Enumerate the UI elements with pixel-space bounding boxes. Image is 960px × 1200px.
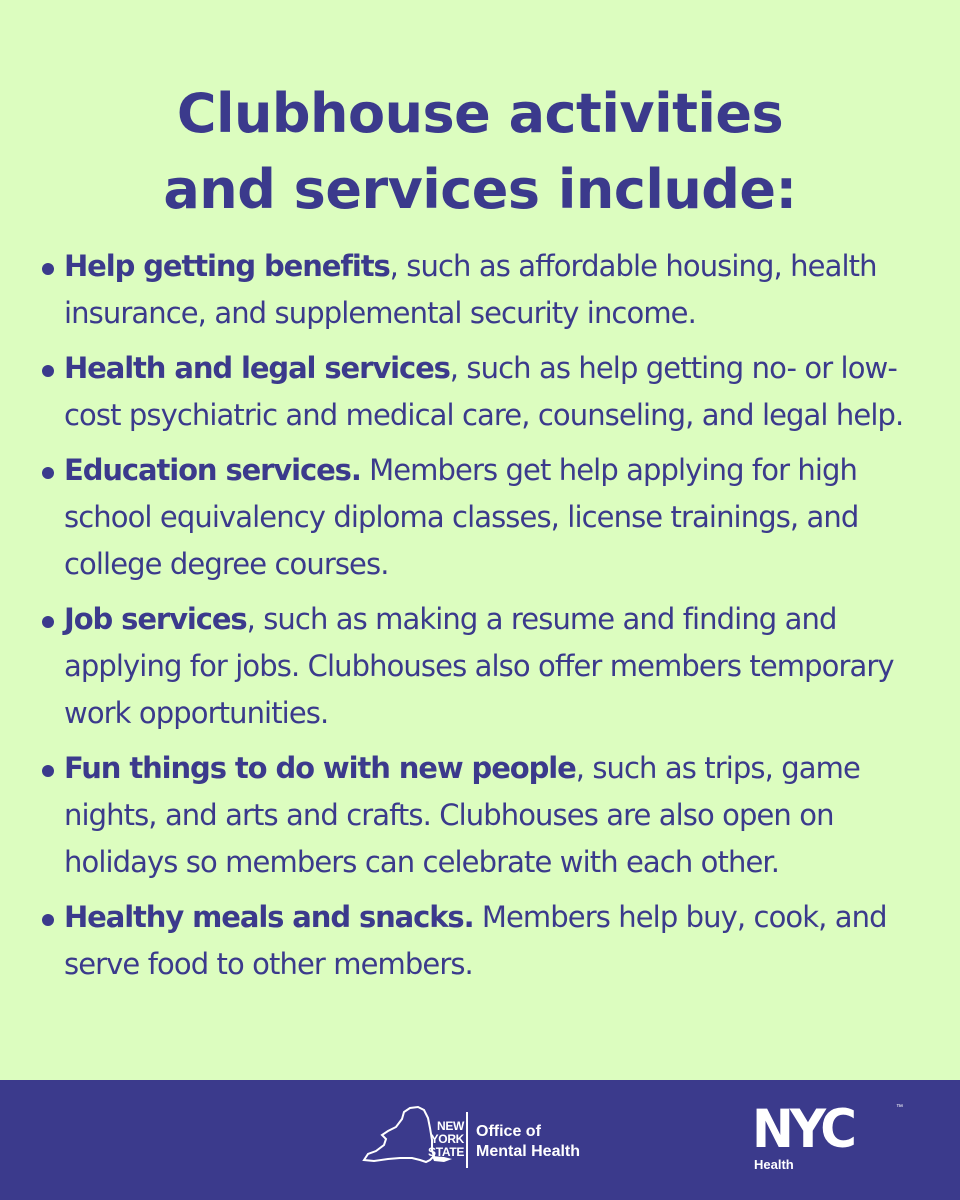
list-item-jobs bbox=[40, 596, 920, 737]
title-line-1: Clubhouse activities bbox=[176, 82, 784, 145]
logo-divider bbox=[466, 1112, 468, 1168]
bullet-icon bbox=[42, 365, 54, 377]
list-item-benefits bbox=[40, 243, 920, 337]
bullet-icon bbox=[42, 914, 54, 926]
footer-bar bbox=[0, 1080, 960, 1200]
nyc-health-logo bbox=[752, 1100, 912, 1180]
nys-wordmark: NEW YORK STATE bbox=[428, 1119, 465, 1159]
bullet-icon bbox=[42, 616, 54, 628]
item-text: , such as making a resume and finding and applying for jobs. Clubhouses also offer members temporary work opportunities. bbox=[64, 602, 894, 730]
omh-wordmark: Office of Mental Health bbox=[476, 1123, 581, 1160]
item-text: , such as help getting no- or low-cost psychiatric and medical care, counseling, and legal help. bbox=[64, 351, 904, 432]
list-item-education bbox=[40, 447, 920, 588]
page-title bbox=[0, 76, 960, 228]
nyc-wordmark: NYC bbox=[752, 1098, 853, 1160]
item-text: Members help buy, cook, and serve food to other members. bbox=[64, 900, 887, 981]
services-list bbox=[40, 243, 920, 996]
list-item-fun bbox=[40, 745, 920, 886]
item-heading: Health and legal services bbox=[64, 351, 450, 385]
bullet-icon bbox=[42, 263, 54, 275]
trademark-symbol: ™ bbox=[896, 1104, 903, 1111]
bullet-icon bbox=[42, 467, 54, 479]
item-heading: Job services bbox=[64, 602, 247, 636]
list-item-health-legal bbox=[40, 345, 920, 439]
item-text: Members get help applying for high school equivalency diploma classes, license trainings, and college degree courses. bbox=[64, 453, 859, 581]
nys-omh-logo bbox=[360, 1104, 610, 1174]
title-line-2: and services include: bbox=[163, 158, 797, 221]
item-text: , such as trips, game nights, and arts and crafts. Clubhouses are also open on holidays so members can celebrate with each other. bbox=[64, 751, 860, 879]
item-text: , such as affordable housing, health insurance, and supplemental security income. bbox=[64, 249, 877, 330]
list-item-meals bbox=[40, 894, 920, 988]
bullet-icon bbox=[42, 765, 54, 777]
item-heading: Healthy meals and snacks. bbox=[64, 900, 474, 934]
nyc-health-label: Health bbox=[754, 1157, 794, 1172]
item-heading: Help getting benefits bbox=[64, 249, 390, 283]
item-heading: Education services. bbox=[64, 453, 361, 487]
item-heading: Fun things to do with new people bbox=[64, 751, 576, 785]
